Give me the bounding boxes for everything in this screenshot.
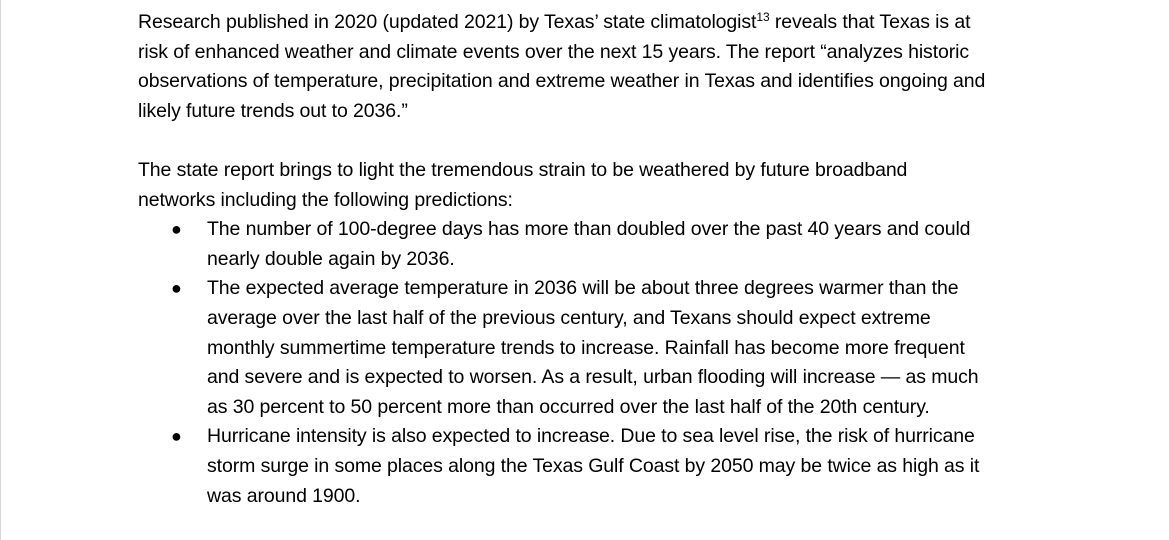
- list-item: [138, 274, 982, 422]
- predictions-list: [138, 215, 988, 511]
- document-page: [138, 8, 988, 511]
- paragraph-research: [138, 8, 988, 126]
- bullet-icon: ●: [171, 426, 182, 447]
- list-item-text: The expected average temperature in 2036 will be about three degrees warmer than the average over the last half of the previous century, and Texans should expect extreme monthly summertime temperature trends to increase. Rainfall has become more frequent and severe and is expected to worsen. As a result, urban flooding will increase — as much as 30 percent to 50 percent more than occurred over the last half of the 20th century.: [207, 277, 979, 418]
- footnote-reference: 13: [756, 10, 770, 24]
- list-item: [138, 215, 982, 274]
- list-item-text: The number of 100-degree days has more than doubled over the past 40 years and could nearly double again by 2036.: [207, 218, 971, 270]
- paragraph-predictions-intro: The state report brings to light the tremendous strain to be weathered by future broadband networks including the following predictions:: [138, 158, 908, 211]
- paragraph-spacer: [138, 126, 988, 156]
- list-item: [138, 422, 982, 511]
- page-left-border: [0, 0, 1, 540]
- bullet-icon: ●: [171, 219, 182, 240]
- bullet-icon: ●: [171, 278, 182, 299]
- paragraph-research-text-start: Research published in 2020 (updated 2021) by Texas’ state climatologist: [138, 11, 757, 33]
- list-item-text: Hurricane intensity is also expected to increase. Due to sea level rise, the risk of hurricane storm surge in some places along the Texas Gulf Coast by 2050 may be twice as high as it was around 1900.: [207, 425, 980, 507]
- paragraph-research-text-end: reveals that Texas is at risk of enhanced weather and climate events over the next 15 years. The report “analyzes historic observations of temperature, precipitation and extreme weather in Texas and identifies ongoing and likely future trends out to 2036.”: [138, 11, 986, 122]
